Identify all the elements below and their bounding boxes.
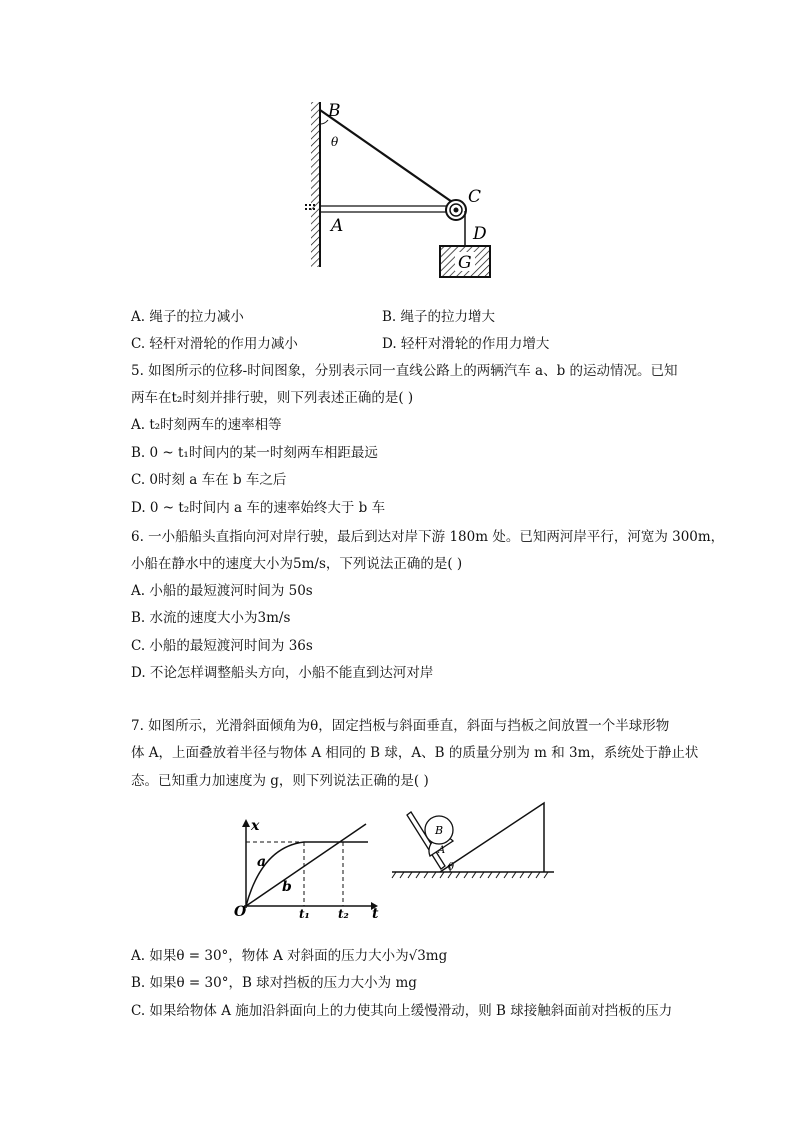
pulley-figure — [295, 98, 505, 280]
q6-option-d: D. 不论怎样调整船头方向，小船不能直到达河对岸 — [131, 665, 434, 681]
ground-hatching — [392, 872, 548, 878]
pulley-axle — [454, 208, 459, 213]
y-axis-arrow — [242, 819, 250, 827]
q7-option-a: A. 如果θ = 30°，物体 A 对斜面的压力大小为√3mg — [131, 948, 448, 964]
label-a: A — [331, 216, 344, 236]
label-line-b: b — [282, 879, 292, 895]
q4-option-a: A. 绳子的拉力减小 — [131, 309, 244, 325]
label-t1: t₁ — [299, 907, 310, 921]
q4-option-d: D. 轻杆对滑轮的作用力增大 — [382, 336, 550, 352]
q6-stem-line1: 6. 一小船船头直指向河对岸行驶，最后到达对岸下游 180m 处。已知两河岸平行，河宽为 300m， — [131, 529, 725, 545]
label-t: t — [372, 906, 379, 922]
label-curve-a: a — [257, 854, 267, 870]
q5-stem-line2: 两车在t₂时刻并排行驶，则下列表述正确的是( ) — [131, 390, 414, 406]
label-d: D — [473, 224, 487, 244]
angle-arc — [320, 120, 328, 124]
curve-a — [246, 842, 368, 906]
label-origin: O — [234, 904, 247, 920]
label-t2: t₂ — [338, 907, 349, 921]
q7-option-c: C. 如果给物体 A 施加沿斜面向上的力使其向上缓慢滑动，则 B 球接触斜面前对挡板的压力 — [131, 1003, 673, 1019]
xt-graph — [232, 812, 382, 922]
wall-hatching — [311, 102, 319, 267]
label-theta: θ — [331, 135, 339, 149]
label-ball-b: B — [435, 824, 444, 837]
q7-stem-line1: 7. 如图所示，光滑斜面倾角为θ，固定挡板与斜面垂直，斜面与挡板之间放置一个半球形物 — [131, 718, 670, 734]
label-theta: θ — [448, 862, 455, 873]
q5-option-d: D. 0 ~ t₂时间内 a 车的速率始终大于 b 车 — [131, 500, 386, 516]
q5-option-b: B. 0 ~ t₁时间内的某一时刻两车相距最远 — [131, 445, 378, 461]
q7-option-b: B. 如果θ = 30°，B 球对挡板的压力大小为 mg — [131, 975, 417, 991]
label-b: B — [328, 101, 341, 121]
rope-bc — [320, 110, 455, 204]
q7-stem-line2: 体 A，上面叠放着半径与物体 A 相同的 B 球，A、B 的质量分别为 m 和 3m，系统处于静止状 — [131, 745, 699, 761]
label-c: C — [468, 187, 482, 207]
q6-option-c: C. 小船的最短渡河时间为 36s — [131, 638, 313, 654]
label-g: G — [458, 253, 472, 273]
q6-option-b: B. 水流的速度大小为3m/s — [131, 610, 291, 626]
q4-option-b: B. 绳子的拉力增大 — [382, 309, 496, 325]
incline-figure — [388, 800, 558, 882]
label-hemisphere-a: A — [438, 845, 446, 856]
q5-option-a: A. t₂时刻两车的速率相等 — [131, 417, 282, 433]
label-x: x — [251, 818, 260, 834]
q5-option-c: C. 0时刻 a 车在 b 车之后 — [131, 472, 287, 488]
q5-stem-line1: 5. 如图所示的位移-时间图象，分别表示同一直线公路上的两辆汽车 a、b 的运动情况。已知 — [131, 363, 678, 379]
q4-option-c: C. 轻杆对滑轮的作用力减小 — [131, 336, 298, 352]
incline — [440, 803, 544, 872]
q6-option-a: A. 小船的最短渡河时间为 50s — [131, 583, 313, 599]
q7-stem-line3: 态。已知重力加速度为 g，则下列说法正确的是( ) — [131, 773, 429, 789]
q6-stem-line2: 小船在静水中的速度大小为5m/s，下列说法正确的是( ) — [131, 556, 463, 572]
